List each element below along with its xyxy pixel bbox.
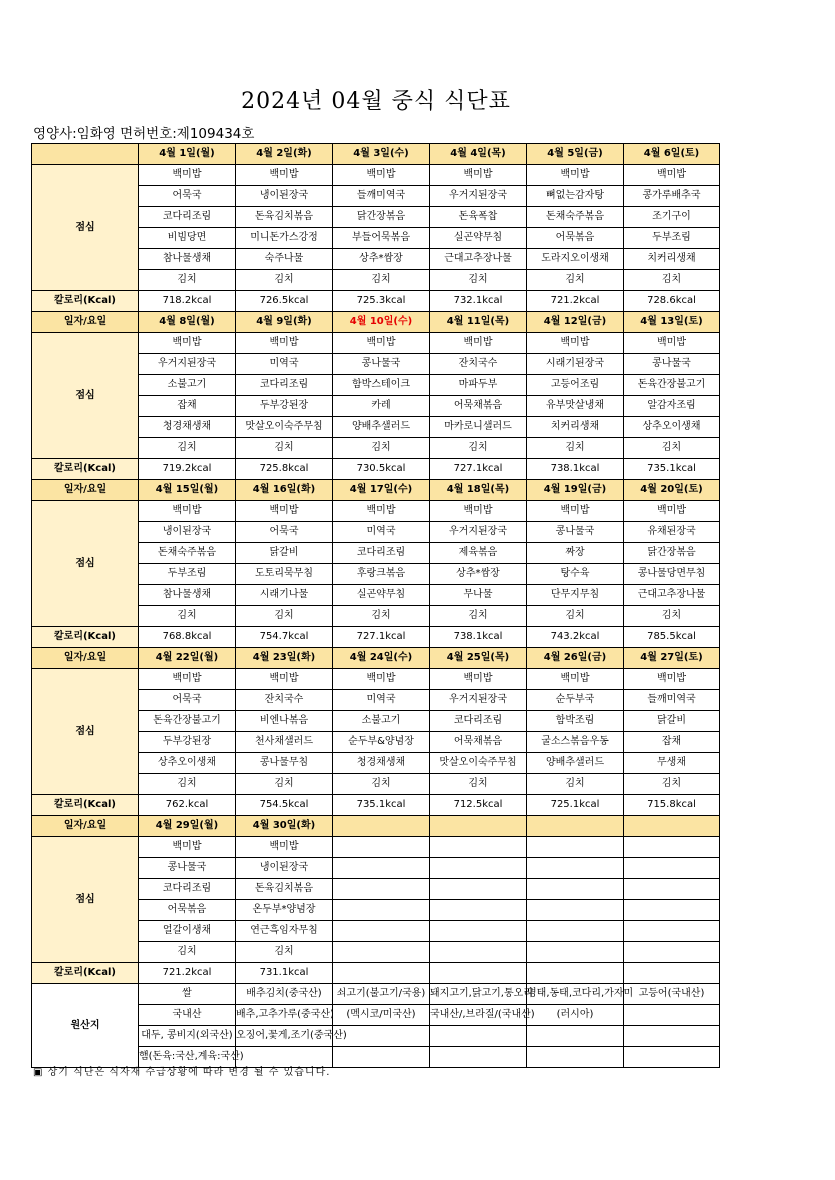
menu-item: 뼈없는감자탕 (527, 186, 624, 207)
menu-item: 콩나물무침 (236, 753, 333, 774)
calorie-value: 715.8kcal (624, 795, 720, 816)
date-cell (333, 816, 430, 837)
menu-item: 후랑크볶음 (333, 564, 430, 585)
menu-item: 콩나물국 (624, 354, 720, 375)
menu-item: 들깨미역국 (333, 186, 430, 207)
menu-item: 김치 (430, 774, 527, 795)
menu-item: 탕수육 (527, 564, 624, 585)
menu-item: 돈육간장불고기 (139, 711, 236, 732)
origin-cell: 햄(돈육:국산,계육:국산) (139, 1047, 236, 1068)
menu-item: 백미밥 (333, 333, 430, 354)
origin-cell (624, 1047, 720, 1068)
menu-item: 김치 (333, 438, 430, 459)
menu-item (430, 837, 527, 858)
menu-item: 굴소스볶음우동 (527, 732, 624, 753)
menu-item (624, 879, 720, 900)
menu-item: 김치 (139, 606, 236, 627)
menu-item: 김치 (139, 438, 236, 459)
calorie-value: 731.1kcal (236, 963, 333, 984)
menu-item: 시래기나물 (236, 585, 333, 606)
calorie-value: 762.kcal (139, 795, 236, 816)
date-cell (527, 816, 624, 837)
origin-cell (624, 1026, 720, 1047)
menu-item: 김치 (236, 942, 333, 963)
calorie-row (32, 795, 720, 816)
menu-item: 실곤약무침 (430, 228, 527, 249)
calorie-row (32, 291, 720, 312)
calorie-value: 754.5kcal (236, 795, 333, 816)
menu-item: 백미밥 (527, 333, 624, 354)
date-header-label: 일자/요일 (32, 312, 139, 333)
calorie-value: 738.1kcal (527, 459, 624, 480)
menu-item (430, 900, 527, 921)
menu-item: 소불고기 (139, 375, 236, 396)
calorie-label: 칼로리(Kcal) (32, 627, 139, 648)
menu-item: 천사채샐러드 (236, 732, 333, 753)
menu-item: 백미밥 (624, 333, 720, 354)
menu-item: 백미밥 (333, 501, 430, 522)
menu-item: 도라지오이생채 (527, 249, 624, 270)
menu-item: 어묵볶음 (139, 900, 236, 921)
calorie-value (624, 963, 720, 984)
origin-cell: 오징어,꽃게,조기(중국산) (236, 1026, 333, 1047)
calorie-row (32, 459, 720, 480)
menu-item: 닭갈비 (624, 711, 720, 732)
origin-cell: 배추김치(중국산) (236, 984, 333, 1005)
menu-item: 청경채생채 (139, 417, 236, 438)
menu-item: 냉이된장국 (236, 186, 333, 207)
menu-item (430, 942, 527, 963)
menu-item: 냉이된장국 (139, 522, 236, 543)
calorie-value: 727.1kcal (333, 627, 430, 648)
menu-item (624, 921, 720, 942)
origin-cell: 쇠고기(불고기/국용) (333, 984, 430, 1005)
menu-item: 코다리조림 (236, 375, 333, 396)
menu-item: 시래기된장국 (527, 354, 624, 375)
menu-item: 돈육폭찹 (430, 207, 527, 228)
menu-item: 상추*쌈장 (430, 564, 527, 585)
origin-cell (430, 1026, 527, 1047)
menu-item: 상추오이생채 (139, 753, 236, 774)
calorie-label: 칼로리(Kcal) (32, 795, 139, 816)
menu-item: 어묵국 (139, 690, 236, 711)
menu-table (31, 143, 720, 1068)
menu-item: 두부조림 (624, 228, 720, 249)
menu-row (32, 501, 720, 522)
date-cell: 4월 18일(목) (430, 480, 527, 501)
date-cell: 4월 13일(토) (624, 312, 720, 333)
menu-item: 부들어묵볶음 (333, 228, 430, 249)
menu-item: 어묵볶음 (527, 228, 624, 249)
menu-item: 함박스테이크 (333, 375, 430, 396)
menu-item (333, 921, 430, 942)
menu-item (333, 900, 430, 921)
calorie-label: 칼로리(Kcal) (32, 459, 139, 480)
menu-item: 두부강된장 (139, 732, 236, 753)
menu-item: 미역국 (333, 522, 430, 543)
calorie-value: 712.5kcal (430, 795, 527, 816)
calorie-value: 785.5kcal (624, 627, 720, 648)
origin-cell: 대두, 콩비지(외국산) (139, 1026, 236, 1047)
date-header-row (32, 312, 720, 333)
origin-label: 원산지 (32, 984, 139, 1068)
origin-cell: (러시아) (527, 1005, 624, 1026)
calorie-label: 칼로리(Kcal) (32, 963, 139, 984)
origin-row (32, 984, 720, 1005)
menu-item: 양배추샐러드 (333, 417, 430, 438)
menu-item: 마파두부 (430, 375, 527, 396)
menu-item: 어묵국 (139, 186, 236, 207)
menu-item: 숙주나물 (236, 249, 333, 270)
menu-item: 미역국 (236, 354, 333, 375)
menu-item: 백미밥 (236, 165, 333, 186)
menu-item: 도토리묵무침 (236, 564, 333, 585)
date-cell: 4월 26일(금) (527, 648, 624, 669)
menu-item: 돈육김치볶음 (236, 207, 333, 228)
menu-item: 얼갈이생채 (139, 921, 236, 942)
menu-item: 맛살오이숙주무침 (236, 417, 333, 438)
nutritionist-info: 영양사:임화영 면허번호:제109434호 (33, 126, 255, 142)
lunch-label: 점심 (32, 165, 139, 291)
menu-item: 맛살오이숙주무침 (430, 753, 527, 774)
menu-item: 어묵채볶음 (430, 732, 527, 753)
menu-item: 닭간장볶음 (624, 543, 720, 564)
menu-item: 제육볶음 (430, 543, 527, 564)
date-cell (624, 816, 720, 837)
menu-item: 백미밥 (430, 669, 527, 690)
menu-item: 함박조림 (527, 711, 624, 732)
date-header-row (32, 480, 720, 501)
menu-item: 닭간장볶음 (333, 207, 430, 228)
menu-item: 조기구이 (624, 207, 720, 228)
origin-cell (430, 1047, 527, 1068)
date-cell: 4월 24일(수) (333, 648, 430, 669)
menu-item: 치커리생채 (624, 249, 720, 270)
menu-item: 김치 (333, 606, 430, 627)
menu-item: 백미밥 (527, 669, 624, 690)
calorie-value: 725.1kcal (527, 795, 624, 816)
menu-item (527, 942, 624, 963)
menu-item: 우거지된장국 (139, 354, 236, 375)
origin-cell: 국내산 (139, 1005, 236, 1026)
menu-item: 연근흑임자무침 (236, 921, 333, 942)
menu-item: 청경채생채 (333, 753, 430, 774)
menu-item: 유부맛살냉채 (527, 396, 624, 417)
menu-item: 짜장 (527, 543, 624, 564)
menu-item (527, 858, 624, 879)
calorie-row (32, 627, 720, 648)
menu-item (527, 879, 624, 900)
menu-item: 콩나물국 (527, 522, 624, 543)
calorie-value: 730.5kcal (333, 459, 430, 480)
calorie-label: 칼로리(Kcal) (32, 291, 139, 312)
menu-item: 백미밥 (333, 669, 430, 690)
menu-item: 콩나물당면무침 (624, 564, 720, 585)
menu-item: 잔치국수 (430, 354, 527, 375)
menu-item (624, 858, 720, 879)
menu-item: 백미밥 (236, 333, 333, 354)
menu-item (527, 900, 624, 921)
menu-item (624, 900, 720, 921)
menu-item: 백미밥 (624, 669, 720, 690)
menu-item: 돈채숙주볶음 (139, 543, 236, 564)
date-header-label: 일자/요일 (32, 648, 139, 669)
menu-item: 어묵채볶음 (430, 396, 527, 417)
date-cell: 4월 3일(수) (333, 144, 430, 165)
menu-item: 백미밥 (624, 501, 720, 522)
calorie-value: 721.2kcal (527, 291, 624, 312)
menu-item: 김치 (236, 774, 333, 795)
menu-item: 김치 (139, 942, 236, 963)
date-cell: 4월 19일(금) (527, 480, 624, 501)
menu-item: 돈육간장불고기 (624, 375, 720, 396)
menu-item (527, 837, 624, 858)
date-cell: 4월 20일(토) (624, 480, 720, 501)
menu-item: 두부조림 (139, 564, 236, 585)
menu-item: 우거지된장국 (430, 690, 527, 711)
menu-item: 콩가루배추국 (624, 186, 720, 207)
calorie-value: 738.1kcal (430, 627, 527, 648)
menu-item: 우거지된장국 (430, 522, 527, 543)
date-cell (430, 816, 527, 837)
origin-cell: 배추,고추가루(중국산) (236, 1005, 333, 1026)
calorie-value: 735.1kcal (624, 459, 720, 480)
menu-item (333, 879, 430, 900)
menu-item: 김치 (236, 270, 333, 291)
menu-item: 백미밥 (236, 669, 333, 690)
menu-item: 미니돈가스강정 (236, 228, 333, 249)
menu-item: 미역국 (333, 690, 430, 711)
date-cell: 4월 6일(토) (624, 144, 720, 165)
menu-item: 김치 (139, 774, 236, 795)
menu-item: 코다리조림 (139, 879, 236, 900)
menu-item: 김치 (624, 438, 720, 459)
origin-cell: 명태,동태,코다리,가자미 (527, 984, 624, 1005)
date-cell: 4월 29일(월) (139, 816, 236, 837)
menu-item: 무생채 (624, 753, 720, 774)
menu-item: 콩나물국 (333, 354, 430, 375)
date-cell: 4월 25일(목) (430, 648, 527, 669)
menu-item: 닭갈비 (236, 543, 333, 564)
footer-note: ▣ 상기 식단은 식자재 수급상황에 따라 변경 될 수 있습니다. (33, 1067, 331, 1078)
date-cell: 4월 8일(월) (139, 312, 236, 333)
menu-item: 잡채 (139, 396, 236, 417)
menu-item: 김치 (624, 606, 720, 627)
menu-item: 백미밥 (139, 837, 236, 858)
menu-item: 김치 (430, 270, 527, 291)
menu-item: 백미밥 (527, 501, 624, 522)
menu-item: 상추*쌈장 (333, 249, 430, 270)
date-cell: 4월 11일(목) (430, 312, 527, 333)
origin-cell: (멕시코/미국산) (333, 1005, 430, 1026)
origin-cell (333, 1026, 430, 1047)
date-cell: 4월 12일(금) (527, 312, 624, 333)
calorie-value: 718.2kcal (139, 291, 236, 312)
date-cell: 4월 17일(수) (333, 480, 430, 501)
menu-item: 알감자조림 (624, 396, 720, 417)
menu-row (32, 669, 720, 690)
menu-item: 비빔당면 (139, 228, 236, 249)
calorie-value: 743.2kcal (527, 627, 624, 648)
menu-item: 김치 (139, 270, 236, 291)
menu-item: 백미밥 (139, 669, 236, 690)
date-cell: 4월 9일(화) (236, 312, 333, 333)
menu-item: 고등어조림 (527, 375, 624, 396)
menu-item: 잡채 (624, 732, 720, 753)
menu-item: 김치 (430, 438, 527, 459)
date-header-row (32, 648, 720, 669)
menu-item: 참나물생채 (139, 585, 236, 606)
menu-item: 김치 (236, 606, 333, 627)
menu-item: 김치 (624, 774, 720, 795)
date-cell: 4월 4일(목) (430, 144, 527, 165)
menu-item: 냉이된장국 (236, 858, 333, 879)
menu-item: 치커리생채 (527, 417, 624, 438)
menu-item: 코다리조림 (333, 543, 430, 564)
menu-item: 백미밥 (139, 333, 236, 354)
origin-cell (527, 1026, 624, 1047)
date-cell: 4월 2일(화) (236, 144, 333, 165)
origin-cell: 돼지고기,닭고기,통오리 (430, 984, 527, 1005)
date-cell: 4월 10일(수) (333, 312, 430, 333)
date-header-row (32, 144, 720, 165)
calorie-value (430, 963, 527, 984)
menu-item: 상추오이생채 (624, 417, 720, 438)
menu-item: 코다리조림 (139, 207, 236, 228)
menu-item (333, 837, 430, 858)
menu-item: 근대고추장나물 (430, 249, 527, 270)
menu-row (32, 837, 720, 858)
menu-item: 백미밥 (527, 165, 624, 186)
menu-item: 마카로니샐러드 (430, 417, 527, 438)
origin-cell (333, 1047, 430, 1068)
calorie-value: 726.5kcal (236, 291, 333, 312)
menu-item: 백미밥 (139, 501, 236, 522)
menu-item (527, 921, 624, 942)
menu-item (430, 858, 527, 879)
menu-item: 우거지된장국 (430, 186, 527, 207)
date-header-label: 일자/요일 (32, 816, 139, 837)
lunch-label: 점심 (32, 501, 139, 627)
menu-item: 들깨미역국 (624, 690, 720, 711)
menu-item (333, 942, 430, 963)
menu-row (32, 333, 720, 354)
menu-item: 어묵국 (236, 522, 333, 543)
menu-item (333, 858, 430, 879)
calorie-value: 725.3kcal (333, 291, 430, 312)
calorie-value: 728.6kcal (624, 291, 720, 312)
menu-item: 김치 (527, 270, 624, 291)
origin-cell: 쌀 (139, 984, 236, 1005)
date-cell: 4월 15일(월) (139, 480, 236, 501)
lunch-label: 점심 (32, 333, 139, 459)
calorie-value: 768.8kcal (139, 627, 236, 648)
calorie-value (527, 963, 624, 984)
menu-item: 순두부&양념장 (333, 732, 430, 753)
calorie-value: 719.2kcal (139, 459, 236, 480)
menu-item: 카레 (333, 396, 430, 417)
calorie-value: 727.1kcal (430, 459, 527, 480)
menu-item (624, 942, 720, 963)
date-cell: 4월 23일(화) (236, 648, 333, 669)
menu-item: 김치 (527, 774, 624, 795)
menu-item: 백미밥 (430, 165, 527, 186)
menu-item: 백미밥 (333, 165, 430, 186)
date-cell: 4월 22일(월) (139, 648, 236, 669)
menu-item: 백미밥 (430, 333, 527, 354)
origin-cell (527, 1047, 624, 1068)
menu-item: 백미밥 (430, 501, 527, 522)
menu-item: 무나물 (430, 585, 527, 606)
menu-item: 유채된장국 (624, 522, 720, 543)
calorie-value (333, 963, 430, 984)
menu-row (32, 165, 720, 186)
menu-item: 양배추샐러드 (527, 753, 624, 774)
date-header-row (32, 816, 720, 837)
menu-item: 김치 (333, 774, 430, 795)
menu-item: 돈채숙주볶음 (527, 207, 624, 228)
menu-item: 소불고기 (333, 711, 430, 732)
lunch-label: 점심 (32, 837, 139, 963)
menu-item: 콩나물국 (139, 858, 236, 879)
menu-item: 백미밥 (236, 837, 333, 858)
date-cell: 4월 30일(화) (236, 816, 333, 837)
menu-item: 코다리조림 (430, 711, 527, 732)
date-cell: 4월 1일(월) (139, 144, 236, 165)
menu-item: 두부강된장 (236, 396, 333, 417)
date-header-label (32, 144, 139, 165)
calorie-value: 754.7kcal (236, 627, 333, 648)
menu-item: 근대고추장나물 (624, 585, 720, 606)
date-cell: 4월 16일(화) (236, 480, 333, 501)
menu-item: 김치 (333, 270, 430, 291)
calorie-value: 721.2kcal (139, 963, 236, 984)
menu-item: 백미밥 (624, 165, 720, 186)
menu-item: 온두부*양념장 (236, 900, 333, 921)
menu-item: 김치 (624, 270, 720, 291)
menu-item: 비엔나볶음 (236, 711, 333, 732)
menu-item: 순두부국 (527, 690, 624, 711)
menu-item (430, 879, 527, 900)
date-header-label: 일자/요일 (32, 480, 139, 501)
menu-item: 단무지무침 (527, 585, 624, 606)
menu-item: 김치 (527, 438, 624, 459)
menu-item (430, 921, 527, 942)
date-cell: 4월 5일(금) (527, 144, 624, 165)
menu-item: 김치 (527, 606, 624, 627)
calorie-value: 735.1kcal (333, 795, 430, 816)
calorie-value: 732.1kcal (430, 291, 527, 312)
menu-item: 김치 (236, 438, 333, 459)
menu-item: 참나물생채 (139, 249, 236, 270)
menu-item: 백미밥 (139, 165, 236, 186)
menu-item: 돈육김치볶음 (236, 879, 333, 900)
menu-item: 실곤약무침 (333, 585, 430, 606)
menu-item: 잔치국수 (236, 690, 333, 711)
page-title: 2024년 04월 중식 식단표 (241, 89, 511, 114)
menu-item: 백미밥 (236, 501, 333, 522)
menu-item (624, 837, 720, 858)
calorie-value: 725.8kcal (236, 459, 333, 480)
calorie-row (32, 963, 720, 984)
origin-cell (624, 1005, 720, 1026)
lunch-label: 점심 (32, 669, 139, 795)
date-cell: 4월 27일(토) (624, 648, 720, 669)
menu-item: 김치 (430, 606, 527, 627)
origin-cell: 고등어(국내산) (624, 984, 720, 1005)
origin-cell: 국내산/,브라질/(국내산) (430, 1005, 527, 1026)
